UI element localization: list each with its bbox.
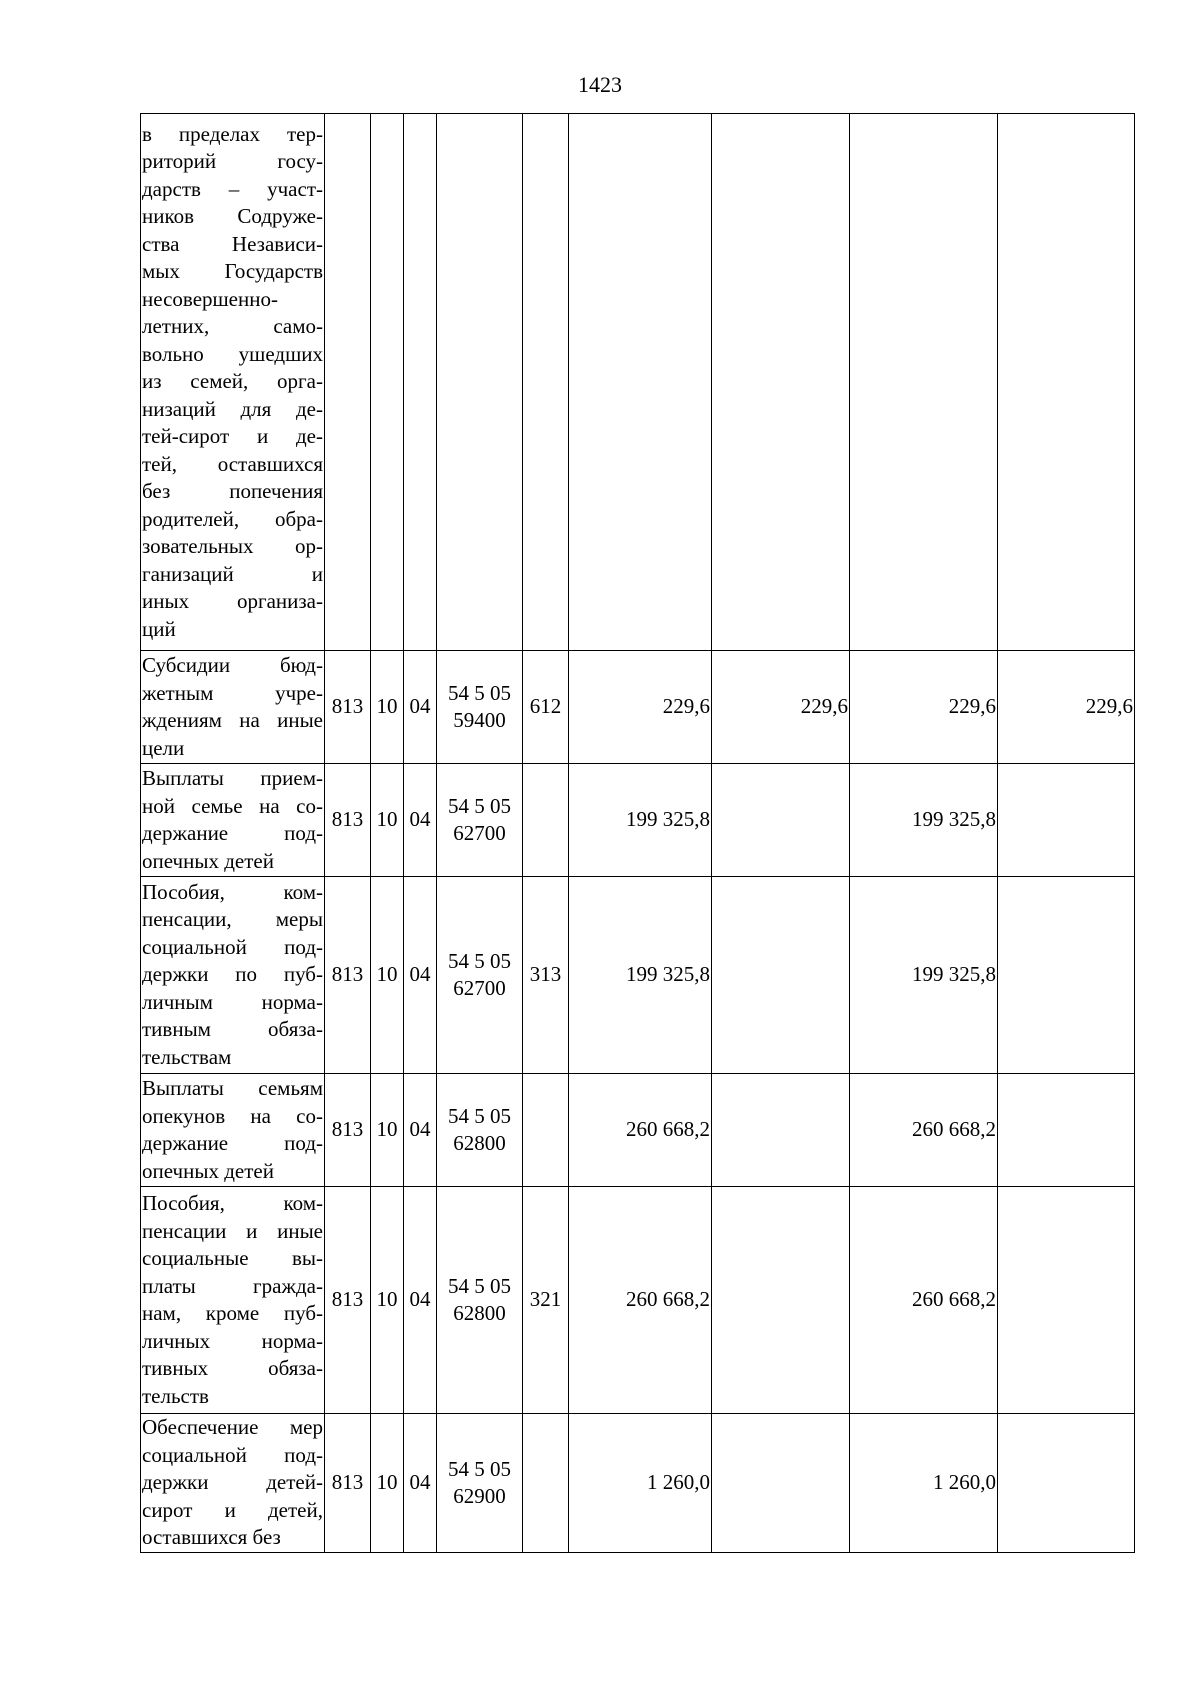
row-name-line: из семей, орга- <box>142 369 323 394</box>
amount-cell-3 <box>850 114 998 651</box>
row-name-line: платы гражда- <box>142 1273 323 1298</box>
row-name-line: риторий госу- <box>142 149 323 174</box>
row-name-line: социальные вы- <box>142 1246 323 1270</box>
row-name-line: нам, кроме пуб- <box>142 1301 323 1325</box>
expense-type-cell <box>523 1074 569 1187</box>
subsection-code-cell: 04 <box>404 877 437 1074</box>
row-name-line: держки детей- <box>142 1470 323 1495</box>
amount-cell-3: 199 325,8 <box>850 764 998 877</box>
row-name-line: тей-сирот и де- <box>142 424 323 449</box>
row-name-line: опечных детей <box>142 1158 274 1183</box>
amount-cell-3: 260 668,2 <box>850 1074 998 1187</box>
expense-type-cell <box>523 764 569 877</box>
table-row <box>141 651 1135 764</box>
table-row <box>141 1074 1135 1187</box>
row-name-cell <box>141 1187 325 1414</box>
row-name-line: опекунов на со- <box>142 1103 323 1128</box>
target-article-line: 62700 <box>453 976 506 1000</box>
row-name-line: дарств – участ- <box>142 176 323 201</box>
row-name-line: личных норма- <box>142 1328 323 1353</box>
amount-cell-2 <box>712 114 850 651</box>
ministry-code-cell: 813 <box>325 651 371 764</box>
row-name-line: Пособия, ком- <box>142 1191 323 1215</box>
section-code-cell: 10 <box>371 764 404 877</box>
table-row <box>141 1414 1135 1553</box>
row-name-line: держание под- <box>142 1131 323 1155</box>
row-name-line: ников Содруже- <box>142 204 323 229</box>
row-name-line: в пределах тер- <box>142 121 323 146</box>
section-code-cell: 10 <box>371 651 404 764</box>
target-article-line: 62800 <box>453 1301 506 1325</box>
amount-cell-1: 199 325,8 <box>569 877 712 1074</box>
target-article-line: 54 5 05 <box>448 949 511 973</box>
row-name-line: ждениям на иные <box>142 708 323 732</box>
target-article-cell <box>437 1187 523 1414</box>
expense-type-cell <box>523 114 569 651</box>
row-name-line: тей, оставшихся <box>142 451 323 476</box>
amount-cell-4 <box>998 877 1135 1074</box>
row-name-line: тельств <box>142 1383 209 1408</box>
ministry-code-cell <box>325 114 371 651</box>
target-article-line: 62800 <box>453 1131 506 1155</box>
amount-cell-3: 260 668,2 <box>850 1187 998 1414</box>
row-name-line: зовательных ор- <box>142 534 323 559</box>
row-name-line: Субсидии бюд- <box>142 653 323 677</box>
ministry-code-cell: 813 <box>325 1187 371 1414</box>
section-code-cell: 10 <box>371 1414 404 1553</box>
amount-cell-3: 1 260,0 <box>850 1414 998 1553</box>
target-article-cell <box>437 1074 523 1187</box>
amount-cell-1: 260 668,2 <box>569 1187 712 1414</box>
target-article-line: 62700 <box>453 821 506 845</box>
row-name-line: сирот и детей, <box>142 1497 323 1522</box>
row-name-line: тивных обяза- <box>142 1356 323 1380</box>
section-code-cell: 10 <box>371 1187 404 1414</box>
row-name-line: опечных детей <box>142 848 274 873</box>
expense-type-cell: 313 <box>523 877 569 1074</box>
target-article-line: 54 5 05 <box>448 681 511 705</box>
row-name-line: ной семье на со- <box>142 793 323 818</box>
subsection-code-cell: 04 <box>404 1074 437 1187</box>
amount-cell-1 <box>569 114 712 651</box>
section-code-cell <box>371 114 404 651</box>
table-row <box>141 1187 1135 1414</box>
amount-cell-2: 229,6 <box>712 651 850 764</box>
amount-cell-2 <box>712 877 850 1074</box>
row-name-line: жетным учре- <box>142 680 323 705</box>
row-name-line: ганизаций и <box>142 561 323 586</box>
amount-cell-3: 199 325,8 <box>850 877 998 1074</box>
section-code-cell: 10 <box>371 1074 404 1187</box>
row-name-line: Обеспечение мер <box>142 1415 323 1440</box>
target-article-cell <box>437 764 523 877</box>
target-article-cell <box>437 114 523 651</box>
row-name-cell <box>141 651 325 764</box>
row-name-line: тивным обяза- <box>142 1017 323 1042</box>
expense-type-cell <box>523 1414 569 1553</box>
row-name-line: без попечения <box>142 479 323 504</box>
amount-cell-4 <box>998 764 1135 877</box>
table-row <box>141 877 1135 1074</box>
amount-cell-1: 199 325,8 <box>569 764 712 877</box>
target-article-cell <box>437 651 523 764</box>
amount-cell-2 <box>712 1074 850 1187</box>
row-name-line: иных организа- <box>142 589 323 614</box>
amount-cell-4 <box>998 1414 1135 1553</box>
amount-cell-1: 1 260,0 <box>569 1414 712 1553</box>
row-name-line: ций <box>142 616 176 641</box>
row-name-line: держки по пуб- <box>142 962 323 987</box>
row-name-line: летних, само- <box>142 314 323 339</box>
subsection-code-cell <box>404 114 437 651</box>
page-number: 1423 <box>578 72 622 97</box>
amount-cell-3: 229,6 <box>850 651 998 764</box>
target-article-line: 59400 <box>453 708 506 732</box>
target-article-line: 54 5 05 <box>448 794 511 818</box>
ministry-code-cell: 813 <box>325 1414 371 1553</box>
amount-cell-4: 229,6 <box>998 651 1135 764</box>
amount-cell-2 <box>712 1414 850 1553</box>
ministry-code-cell: 813 <box>325 877 371 1074</box>
row-name-line: тельствам <box>142 1044 232 1069</box>
target-article-line: 62900 <box>453 1484 506 1508</box>
subsection-code-cell: 04 <box>404 764 437 877</box>
subsection-code-cell: 04 <box>404 1414 437 1553</box>
row-name-cell <box>141 764 325 877</box>
row-name-line: оставшихся без <box>142 1525 281 1550</box>
row-name-line: вольно ушедших <box>142 341 323 366</box>
expense-type-cell: 612 <box>523 651 569 764</box>
row-name-cell <box>141 1074 325 1187</box>
amount-cell-2 <box>712 764 850 877</box>
row-name-line: ства Независи- <box>142 231 323 256</box>
row-name-line: низаций для де- <box>142 396 323 421</box>
expense-type-cell: 321 <box>523 1187 569 1414</box>
row-name-line: мых Государств <box>142 259 323 284</box>
amount-cell-1: 260 668,2 <box>569 1074 712 1187</box>
row-name-line: держание под- <box>142 821 323 845</box>
amount-cell-4 <box>998 1074 1135 1187</box>
row-name-line: личным норма- <box>142 989 323 1014</box>
target-article-cell <box>437 1414 523 1553</box>
row-name-line: социальной под- <box>142 934 323 959</box>
row-name-cell <box>141 877 325 1074</box>
section-code-cell: 10 <box>371 877 404 1074</box>
amount-cell-4 <box>998 1187 1135 1414</box>
row-name-line: пенсации и иные <box>142 1218 323 1243</box>
row-name-line: родителей, обра- <box>142 506 323 531</box>
budget-table-body <box>141 114 1135 1553</box>
amount-cell-2 <box>712 1187 850 1414</box>
subsection-code-cell: 04 <box>404 651 437 764</box>
table-row <box>141 764 1135 877</box>
target-article-line: 54 5 05 <box>448 1104 511 1128</box>
row-name-line: Выплаты семьям <box>142 1076 323 1100</box>
ministry-code-cell: 813 <box>325 1074 371 1187</box>
ministry-code-cell: 813 <box>325 764 371 877</box>
amount-cell-1: 229,6 <box>569 651 712 764</box>
target-article-cell <box>437 877 523 1074</box>
row-name-line: пенсации, меры <box>142 907 323 932</box>
row-name-line: социальной под- <box>142 1442 323 1467</box>
row-name-cell <box>141 114 325 651</box>
row-name-line: цели <box>142 735 185 760</box>
budget-table <box>140 113 1135 1553</box>
amount-cell-4 <box>998 114 1135 651</box>
subsection-code-cell: 04 <box>404 1187 437 1414</box>
target-article-line: 54 5 05 <box>448 1274 511 1298</box>
row-name-line: Выплаты прием- <box>142 766 323 790</box>
table-row <box>141 114 1135 651</box>
row-name-line: Пособия, ком- <box>142 879 323 904</box>
target-article-line: 54 5 05 <box>448 1457 511 1481</box>
row-name-line: несовершенно- <box>142 286 278 311</box>
row-name-cell <box>141 1414 325 1553</box>
